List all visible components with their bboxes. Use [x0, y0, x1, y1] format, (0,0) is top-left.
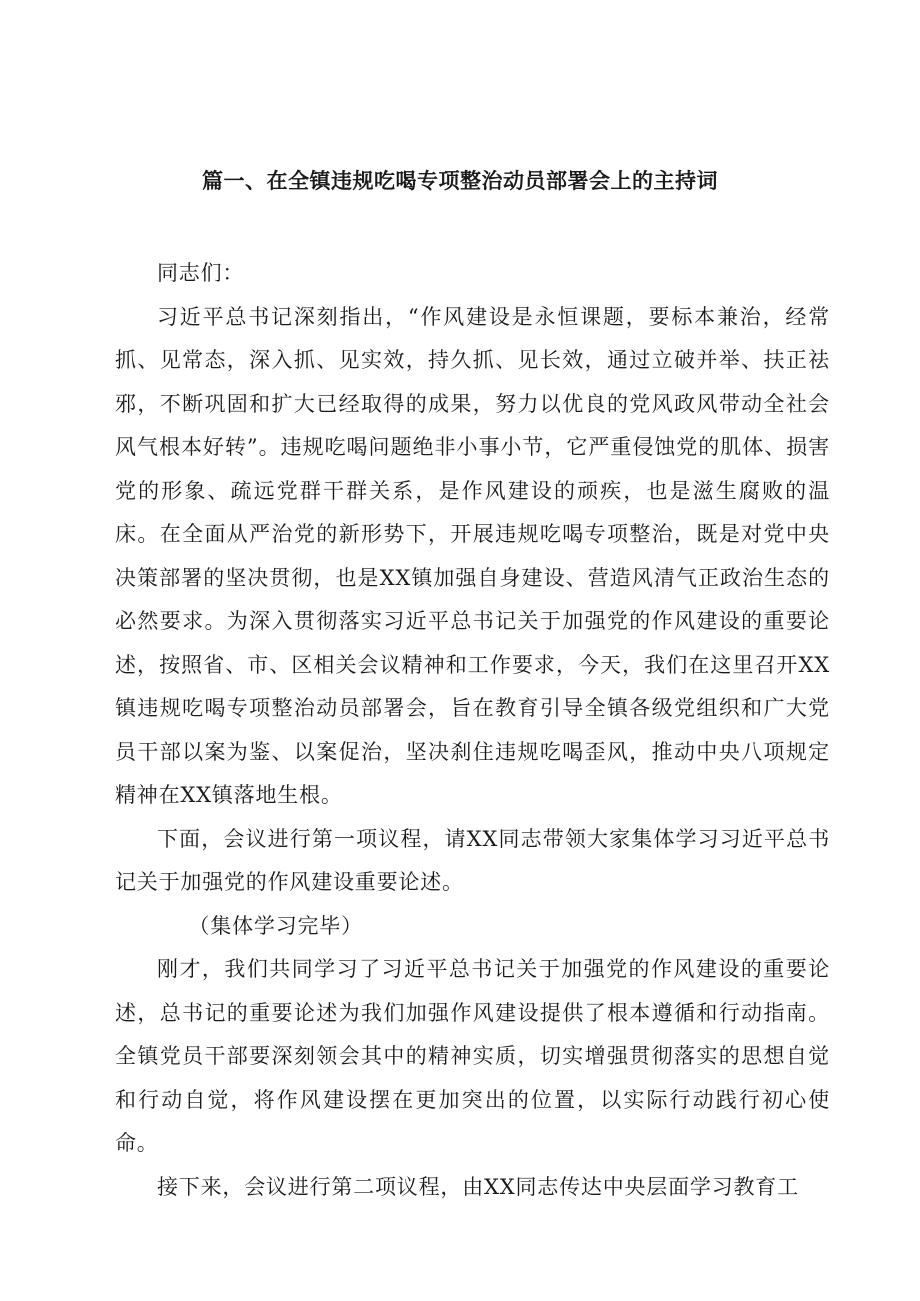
paragraph-agenda-two: 接下来，会议进行第二项议程，由XX同志传达中央层面学习教育工 — [157, 1174, 799, 1199]
paragraph-intro: 习近平总书记深刻指出，“作风建设是永恒课题，要标本兼治，经常抓、见常态，深入抓、见实效，持久抓、见长效，通过立破并举、扶正祛邪，不断巩固和扩大已经取得的成果，努力以优良的党风政风带动全社会风气根本好转”。违规吃喝问题绝非小事小节，它严重侵蚀党的肌体、损害党的形象、疏远党群干群关系，是作风建设的顽疾，也是滋生腐败的温床。在全面从严治党的新形势下，开展违规吃喝专项整治，既是对党中央决策部署的坚决贯彻，也是XX镇加强自身建设、营造风清气正政治生态的必然要求。为深入贯彻落实习近平总书记关于加强党的作风建设的重要论述，按照省、市、区相关会议精神和工作要求，今天，我们在这里召开XX镇违规吃喝专项整治动员部署会，旨在教育引导全镇各级党组织和广大党员干部以案为鉴、以案促治，坚决刹住违规吃喝歪风，推动中央八项规定精神在XX镇落地生根。 — [115, 304, 830, 807]
document-title: 篇一、在全镇违规吃喝专项整治动员部署会上的主持词 — [202, 169, 718, 193]
paragraph-agenda-one: 下面，会议进行第一项议程，请XX同志带领大家集体学习习近平总书记关于加强党的作风建设重要论述。 — [115, 826, 830, 894]
paragraph-summary: 刚才，我们共同学习了习近平总书记关于加强党的作风建设的重要论述，总书记的重要论述为我们加强作风建设提供了根本遵循和行动指南。全镇党员干部要深刻领会其中的精神实质，切实增强贯彻落实的思想自觉和行动自觉，将作风建设摆在更加突出的位置，以实际行动践行初心使命。 — [115, 957, 830, 1155]
paragraph-note: （集体学习完毕） — [188, 913, 363, 938]
salutation: 同志们： — [157, 261, 245, 285]
document-body — [115, 252, 830, 1209]
